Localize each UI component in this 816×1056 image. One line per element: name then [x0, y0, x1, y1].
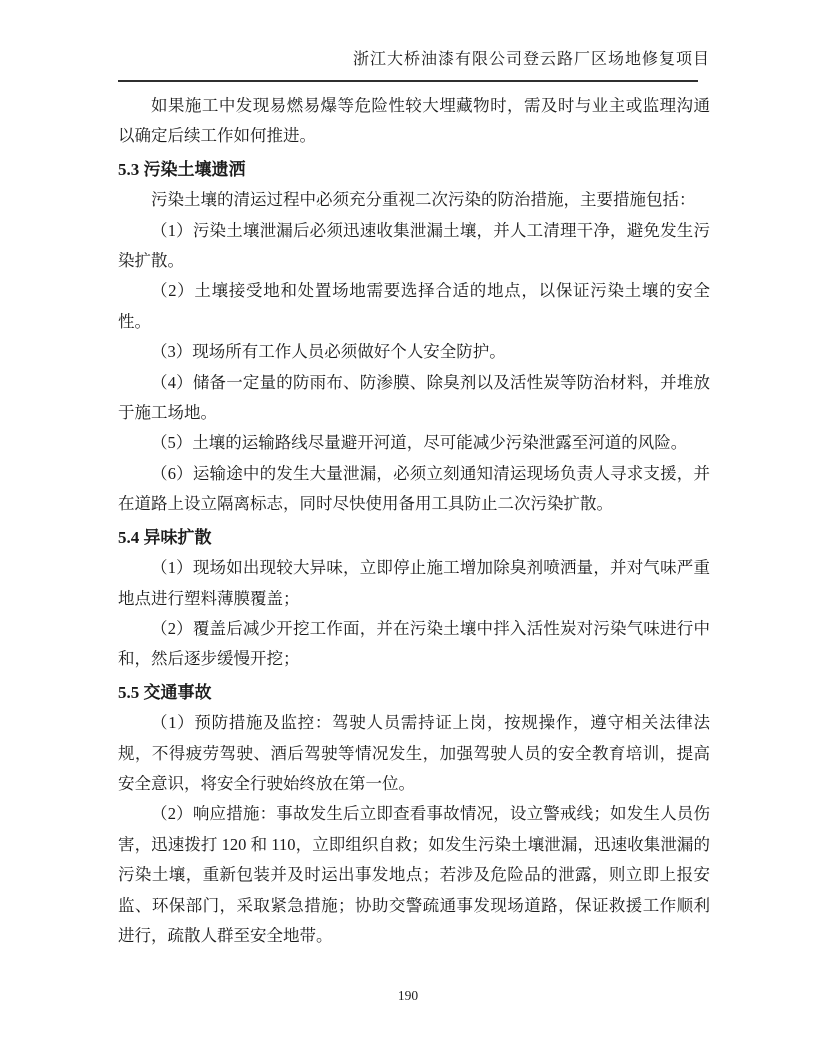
header-title: 浙江大桥油漆有限公司登云路厂区场地修复项目: [352, 51, 710, 68]
paragraph: （1）污染土壤泄漏后必须迅速收集泄漏土壤，并人工清理干净，避免发生污染扩散。: [118, 220, 710, 271]
paragraph: （2）覆盖后减少开挖工作面，并在污染土壤中拌入活性炭对污染气味进行中和，然后逐步缓慢开挖；: [118, 618, 710, 669]
page-number: 190: [397, 988, 419, 1003]
intro-paragraph: 如果施工中发现易燃易爆等危险性较大埋藏物时，需及时与业主或监理沟通以确定后续工作如何推进。: [118, 96, 710, 146]
paragraph: （5）土壤的运输路线尽量避开河道，尽可能减少污染泄露至河道的风险。: [151, 433, 688, 453]
paragraph: （3）现场所有工作人员必须做好个人安全防护。: [151, 342, 506, 362]
section-heading-5-3: 5.3 污染土壤遗洒: [118, 159, 246, 179]
paragraph: （4）储备一定量的防雨布、防渗膜、除臭剂以及活性炭等防治材料，并堆放于施工场地。: [118, 372, 710, 423]
paragraph: （2）响应措施：事故发生后立即查看事故情况，设立警戒线；如发生人员伤害，迅速拨打 120 和 110，立即组织自救；如发生污染土壤泄漏，迅速收集泄漏的污染土壤，重新包装并及时运出事发地点；若涉及危险品的泄露，则立即上报安监、环保部门，采取紧急措施；协助交警疏通事发现场道路，保证救援工作顺利进行，疏散人群至安全地带。: [118, 804, 710, 945]
section-heading-5-4: 5.4 异味扩散: [118, 527, 212, 547]
paragraph: （1）预防措施及监控：驾驶人员需持证上岗，按规操作，遵守相关法律法规，不得疲劳驾驶、酒后驾驶等情况发生，加强驾驶人员的安全教育培训，提高安全意识，将安全行驶始终放在第一位。: [118, 713, 710, 793]
paragraph: （6）运输途中的发生大量泄漏，必须立刻通知清运现场负责人寻求支援，并在道路上设立隔离标志，同时尽快使用备用工具防止二次污染扩散。: [118, 463, 710, 514]
page-footer: [0, 988, 816, 1004]
document-body: [118, 91, 710, 951]
header-rule: [118, 80, 698, 82]
section-heading-5-5: 5.5 交通事故: [118, 682, 212, 702]
paragraph: （2）土壤接受地和处置场地需要选择合适的地点，以保证污染土壤的安全性。: [118, 281, 710, 331]
paragraph: （1）现场如出现较大异味，立即停止施工增加除臭剂喷洒量，并对气味严重地点进行塑料薄膜覆盖；: [118, 558, 710, 608]
paragraph: 污染土壤的清运过程中必须充分重视二次污染的防治措施，主要措施包括：: [151, 190, 696, 210]
